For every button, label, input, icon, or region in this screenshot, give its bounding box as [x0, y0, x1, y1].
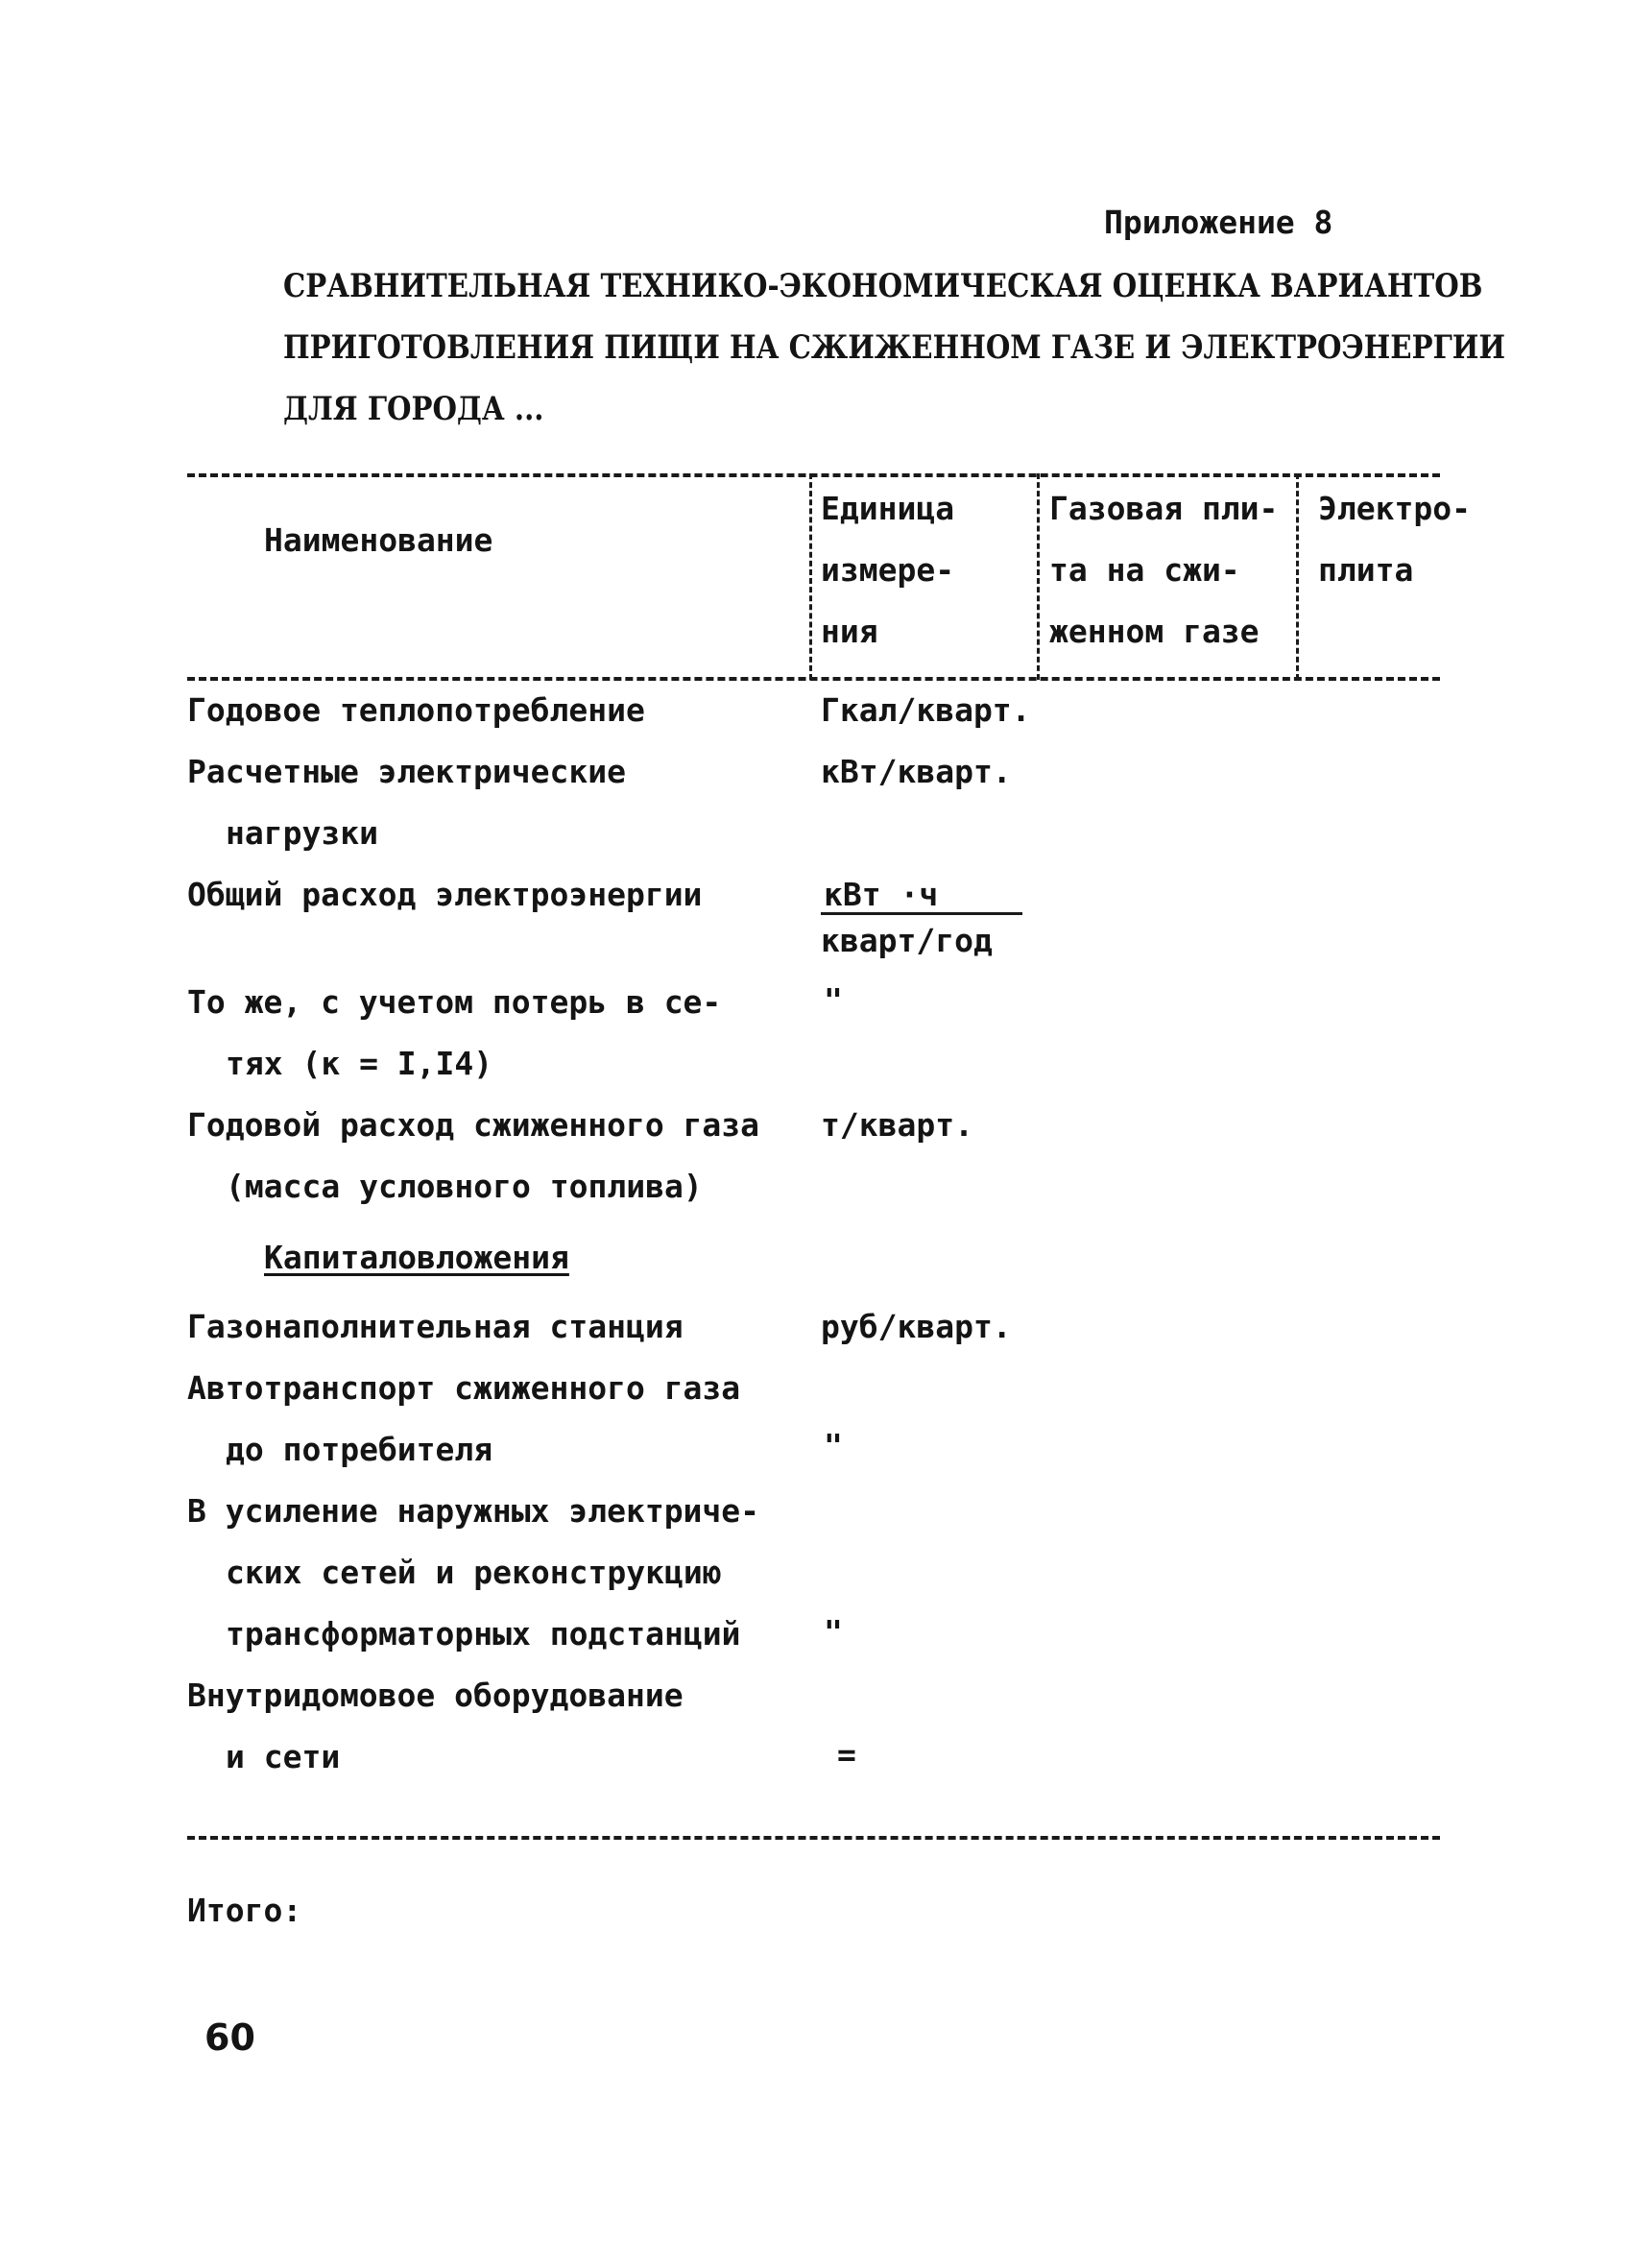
page-number: 60 [204, 2016, 255, 2059]
row-5-name-line-2: (масса условного топлива) [226, 1168, 703, 1205]
row-2-name-line-1: Расчетные электрические [187, 753, 626, 790]
header-unit-line-1: Единица [821, 490, 955, 527]
column-divider-3 [1296, 473, 1299, 680]
row-7-name-line-1: Автотранспорт сжиженного газа [187, 1369, 741, 1407]
table-top-rule [187, 473, 1440, 477]
row-9-unit-ditto: = [837, 1736, 856, 1773]
row-3-unit-numerator: кВт ·ч [824, 876, 939, 913]
row-8-name-line-2: ских сетей и реконструкцию [226, 1554, 722, 1591]
row-6-unit: руб/кварт. [821, 1308, 1012, 1345]
row-6-name: Газонаполнительная станция [187, 1308, 684, 1345]
header-gas-line-2: та на сжи- [1049, 551, 1240, 589]
total-label: Итого: [187, 1892, 302, 1929]
header-bottom-rule [187, 677, 1440, 681]
appendix-label: Приложение 8 [1104, 204, 1333, 241]
header-unit-line-2: измере- [821, 551, 955, 589]
row-7-unit-ditto: " [824, 1427, 843, 1464]
row-9-name-line-2: и сети [226, 1738, 341, 1775]
header-unit-line-3: ния [821, 613, 878, 650]
row-1-name: Годовое теплопотребление [187, 691, 645, 729]
header-electric-line-1: Электро- [1318, 490, 1471, 527]
row-5-name-line-1: Годовой расход сжиженного газа [187, 1106, 760, 1144]
row-4-name-line-1: То же, с учетом потерь в се- [187, 983, 722, 1021]
table-bottom-rule [187, 1836, 1440, 1840]
row-2-name-line-2: нагрузки [226, 814, 378, 852]
row-3-fraction-bar [821, 912, 1022, 915]
row-4-unit-ditto: " [824, 981, 843, 1019]
header-gas-line-1: Газовая пли- [1049, 490, 1279, 527]
row-7-name-line-2: до потребителя [226, 1431, 493, 1468]
header-gas-line-3: женном газе [1049, 613, 1260, 650]
row-3-unit-denominator: кварт/год [821, 922, 993, 959]
row-5-unit: т/кварт. [821, 1106, 973, 1144]
section-heading-capital-investments: Капиталовложения [264, 1239, 569, 1276]
column-divider-2 [1037, 473, 1040, 680]
row-2-unit: кВт/кварт. [821, 753, 1012, 790]
column-divider-1 [809, 473, 812, 680]
row-4-name-line-2: тях (к = I,I4) [226, 1045, 493, 1082]
row-3-name: Общий расход электроэнергии [187, 876, 703, 913]
row-8-name-line-3: трансформаторных подстанций [226, 1615, 741, 1653]
row-8-name-line-1: В усиление наружных электриче- [187, 1492, 760, 1530]
title-line-3: ДЛЯ ГОРОДА ... [283, 390, 544, 428]
row-1-unit: Гкал/кварт. [821, 691, 1031, 729]
row-9-name-line-1: Внутридомовое оборудование [187, 1677, 684, 1714]
title-line-2: ПРИГОТОВЛЕНИЯ ПИЩИ НА СЖИЖЕННОМ ГАЗЕ И ЭЛЕКТРОЭНЕРГИИ [283, 328, 1506, 367]
header-name: Наименование [264, 521, 493, 559]
header-electric-line-2: плита [1318, 551, 1414, 589]
row-8-unit-ditto: " [824, 1613, 843, 1651]
title-line-1: СРАВНИТЕЛЬНАЯ ТЕХНИКО-ЭКОНОМИЧЕСКАЯ ОЦЕНКА ВАРИАНТОВ [283, 267, 1483, 305]
